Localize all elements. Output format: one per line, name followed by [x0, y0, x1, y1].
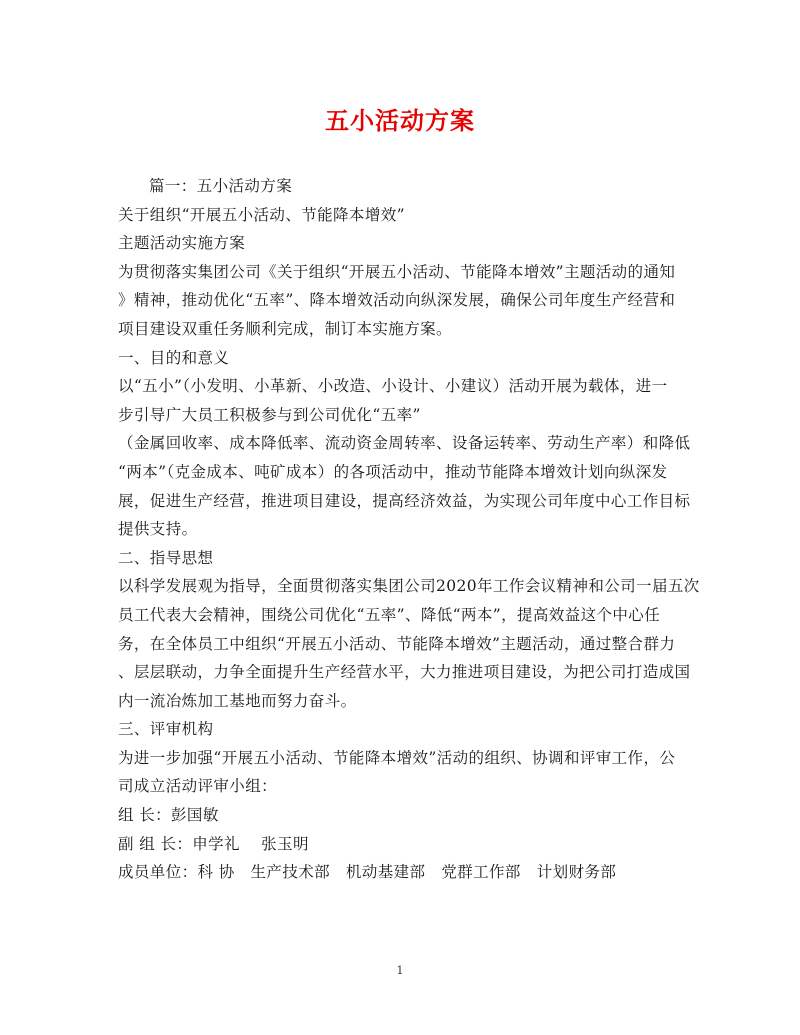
- text-line: 以“五小”（小发明、小革新、小改造、小设计、小建议）活动开展为载体，进一: [118, 377, 668, 396]
- text-line: （金属回收率、成本降低率、流动资金周转率、设备运转率、劳动生产率）和降低: [118, 434, 691, 453]
- committee-leader: 组 长：彭国敏: [118, 806, 219, 825]
- section-heading: 二、指导思想: [118, 548, 214, 567]
- text-line: 步引导广大员工积极参与到公司优化“五率”: [118, 405, 421, 424]
- text-line: 司成立活动评审小组：: [118, 777, 278, 796]
- text-line: “两本”（克金成本、吨矿成本）的各项活动中，推动节能降本增效计划向纵深发: [118, 462, 668, 481]
- committee-member-units: 成员单位：科 协 生产技术部 机动基建部 党群工作部 计划财务部: [118, 863, 617, 882]
- text-line: 》精神，推动优化“五率”、降本增效活动向纵深发展，确保公司年度生产经营和: [118, 291, 676, 310]
- document-title: 五小活动方案: [325, 106, 475, 135]
- committee-deputy-leaders: 副 组 长：申学礼 张玉明: [118, 834, 309, 853]
- text-line: 篇一：五小活动方案: [149, 177, 293, 195]
- text-line: 以科学发展观为指导，全面贯彻落实集团公司2020年工作会议精神和公司一届五次: [118, 577, 700, 596]
- text-line: 展，促进生产经营，推进项目建设，提高经济效益，为实现公司年度中心工作目标: [118, 491, 691, 510]
- page-number: 1: [396, 964, 404, 977]
- document-body: [118, 172, 698, 887]
- text-line: 务，在全体员工中组织“开展五小活动、节能降本增效”主题活动，通过整合群力: [118, 634, 676, 653]
- text-line: 主题活动实施方案: [118, 234, 246, 253]
- text-line: 关于组织“开展五小活动、节能降本增效”: [118, 205, 405, 224]
- text-line: 员工代表大会精神，围绕公司优化“五率”、降低“两本”，提高效益这个中心任: [118, 605, 661, 624]
- section-heading: 三、评审机构: [118, 720, 214, 739]
- text-line: 为进一步加强“开展五小活动、节能降本增效”活动的组织、协调和评审工作，公: [118, 748, 676, 767]
- text-line: 、层层联动，力争全面提升生产经营水平，大力推进项目建设，为把公司打造成国: [118, 663, 691, 682]
- text-line: 为贯彻落实集团公司《关于组织“开展五小活动、节能降本增效”主题活动的通知: [118, 262, 676, 281]
- text-line: 提供支持。: [118, 520, 198, 539]
- text-line: 项目建设双重任务顺利完成，制订本实施方案。: [118, 319, 452, 338]
- section-heading: 一、目的和意义: [118, 348, 230, 367]
- text-line: 内一流冶炼加工基地而努力奋斗。: [118, 691, 357, 710]
